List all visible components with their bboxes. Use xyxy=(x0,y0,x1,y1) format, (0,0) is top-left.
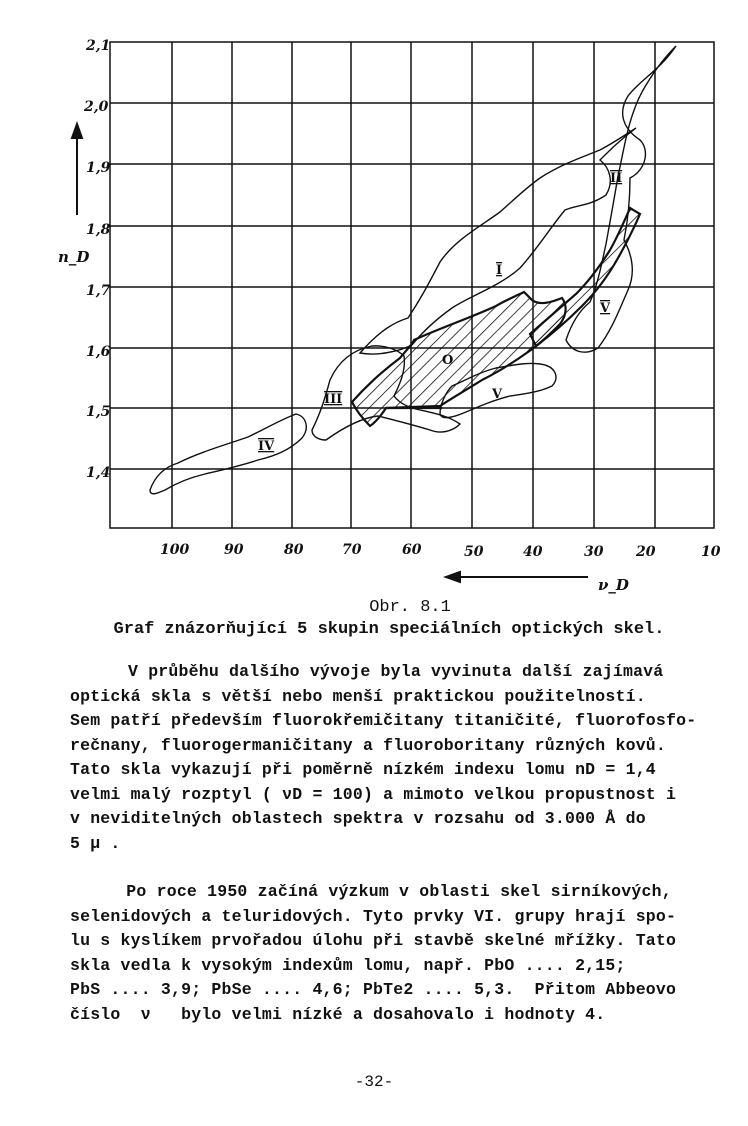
paragraph-line: PbS .... 3,9; PbSe .... 4,6; PbTe2 .... 5,3. Přitom Abbeovo xyxy=(70,980,677,999)
label-V-lower: V xyxy=(492,387,503,402)
x-tick: 60 xyxy=(402,542,422,558)
label-II: II xyxy=(610,171,623,186)
paragraph-line: číslo ν bylo velmi nízké a dosahovalo i hodnoty 4. xyxy=(70,1004,606,1024)
region-O-tail xyxy=(530,208,640,346)
paragraph-line: v neviditelných oblastech spektra v rozsahu od 3.000 Å do xyxy=(70,809,646,828)
x-tick: 30 xyxy=(584,544,604,560)
paragraph-line: selenidových a teluridových. Tyto prvky VI. grupy hrají spo- xyxy=(70,906,677,926)
paragraph-line: Po roce 1950 začíná výzkum v oblasti skel sirníkových, xyxy=(96,882,672,901)
region-IV-outline xyxy=(150,414,306,494)
x-tick: 50 xyxy=(464,544,484,560)
paragraph-line: velmi malý rozptyl ( νD = 100) a mimoto velkou propustnost i xyxy=(70,784,677,804)
x-tick: 100 xyxy=(160,542,190,558)
y-tick: 1,8 xyxy=(86,222,111,238)
y-tick: 1,7 xyxy=(86,283,111,299)
y-tick: 2,1 xyxy=(86,38,111,54)
x-tick: 40 xyxy=(523,544,543,560)
label-I: I xyxy=(496,263,503,278)
x-tick: 10 xyxy=(701,544,721,560)
label-O: O xyxy=(442,353,454,368)
paragraph-1 xyxy=(70,660,720,856)
x-tick: 20 xyxy=(636,544,656,560)
y-tick: 1,5 xyxy=(86,404,111,420)
figure-caption: Graf znázorňující 5 skupin speciálních optických skel. xyxy=(113,620,665,639)
paragraph-line: lu s kyslíkem prvořadou úlohu při stavbě skelné mřížky. Tato xyxy=(70,931,677,950)
paragraph-line: skla vedla k vysokým indexům lomu, např. PbO .... 2,15; xyxy=(70,955,626,975)
paragraph-line: Tato skla vykazují při poměrně nízkém indexu lomu nD = 1,4 xyxy=(70,760,656,779)
y-tick: 1,4 xyxy=(86,465,111,481)
x-tick: 70 xyxy=(342,542,362,558)
figure-number: Obr. 8.1 xyxy=(369,598,451,617)
y-tick: 1,6 xyxy=(86,344,111,360)
paragraph-line: optická skla s větší nebo menší praktickou použitelností. xyxy=(70,686,646,706)
y-tick: 2,0 xyxy=(84,99,109,115)
label-V-right: V xyxy=(600,301,611,316)
x-tick: 90 xyxy=(224,542,244,558)
label-III: III xyxy=(324,392,343,407)
y-axis-arrow xyxy=(72,124,82,215)
paragraph-2 xyxy=(70,880,720,1027)
y-tick: 1,9 xyxy=(86,160,111,176)
page-number: -32- xyxy=(354,1073,394,1091)
x-tick-labels xyxy=(160,542,721,560)
paragraph-line: 5 μ . xyxy=(70,833,121,853)
paragraph-line: rečnany, fluorogermaničitany a fluoroboritany různých kovů. xyxy=(70,735,666,755)
x-axis-arrow xyxy=(446,572,588,582)
label-IV: IV xyxy=(258,439,275,454)
paragraph-line: V průběhu dalšího vývoje byla vyvinuta další zajímavá xyxy=(128,662,664,681)
x-tick: 80 xyxy=(284,542,304,558)
y-axis-label: n_D xyxy=(58,248,90,266)
paragraph-line: Sem patří především fluorokřemičitany titaničité, fluorofosfo- xyxy=(70,711,697,730)
x-axis-label: ν_D xyxy=(598,576,629,594)
